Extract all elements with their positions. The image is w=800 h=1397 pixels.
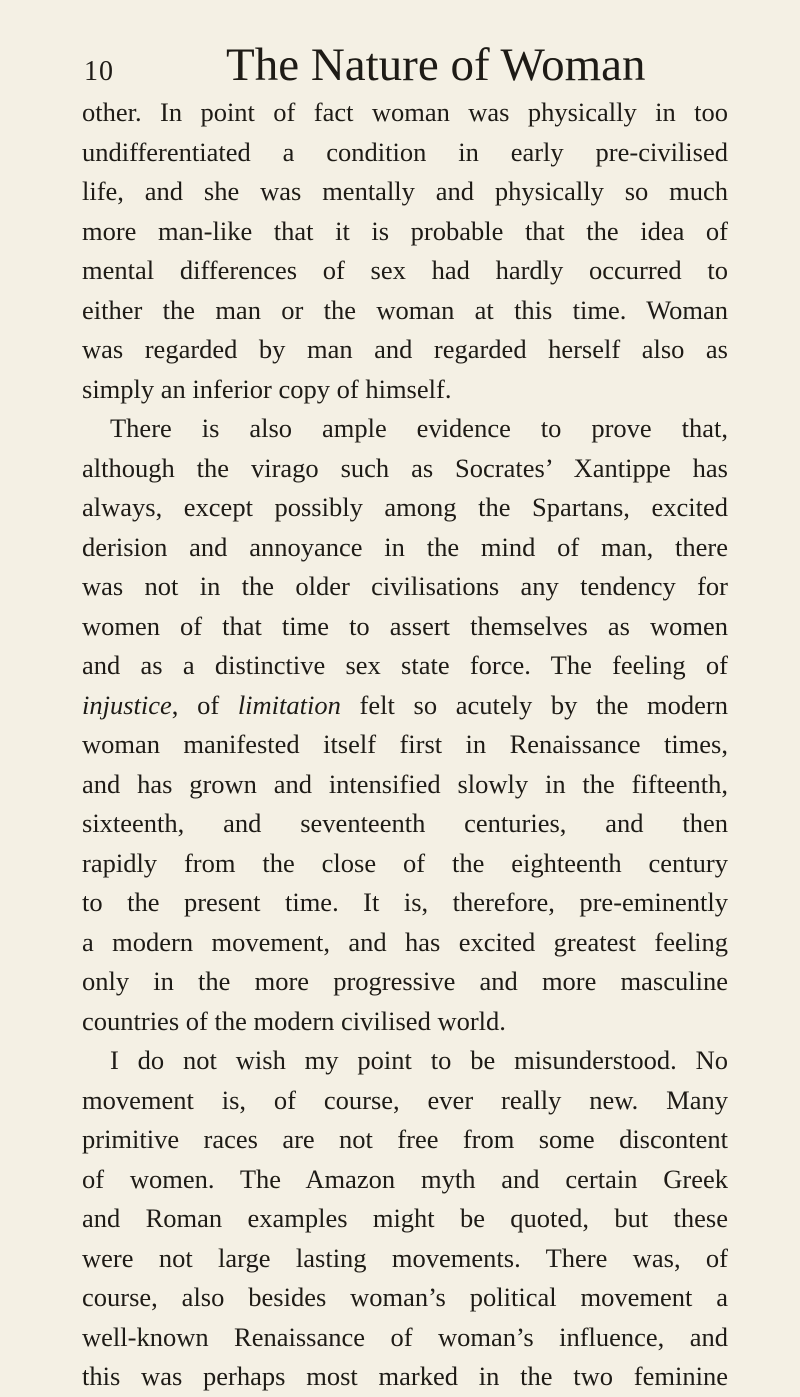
running-head xyxy=(84,38,724,98)
text-line: and has grown and intensified slowly in the fifteenth, xyxy=(82,768,728,799)
text-line: There is also ample evidence to prove that, xyxy=(110,413,728,443)
text-line: I do not wish my point to be misunderstood. No xyxy=(110,1045,728,1075)
text-line: derision and annoyance in the mind of man, there xyxy=(82,531,728,562)
text-line: well-known Renaissance of woman’s influence, and xyxy=(82,1321,728,1352)
italic-term-injustice: injustice xyxy=(82,689,172,720)
text-line-italic xyxy=(82,686,728,726)
text-line: course, also besides woman’s political movement a xyxy=(82,1282,728,1312)
page-number: 10 xyxy=(84,56,114,87)
paragraph-2 xyxy=(82,409,728,1041)
text-line: a modern movement, and has excited greatest feeling xyxy=(82,926,728,957)
text-line: although the virago such as Socrates’ Xantippe has xyxy=(82,452,728,483)
text-line: sixteenth, and seventeenth centuries, and then xyxy=(82,808,728,838)
text-line: to the present time. It is, therefore, pre-eminently xyxy=(82,887,728,917)
text-line: either the man or the woman at this time. Woman xyxy=(82,294,728,325)
text-line: countries of the modern civilised world. xyxy=(82,1005,506,1036)
text-fragment: , of xyxy=(171,689,238,720)
text-line: and Roman examples might be quoted, but these xyxy=(82,1203,728,1233)
text-line: was regarded by man and regarded herself also as xyxy=(82,334,728,364)
text-line: rapidly from the close of the eighteenth century xyxy=(82,847,728,878)
text-line: woman manifested itself first in Renaissance times, xyxy=(82,729,728,759)
text-line: undifferentiated a condition in early pre-civilised xyxy=(82,136,728,167)
text-line: always, except possibly among the Spartans, excited xyxy=(82,492,728,522)
text-line: only in the more progressive and more masculine xyxy=(82,966,728,996)
text-line: more man-like that it is probable that the idea of xyxy=(82,215,728,246)
book-title: The Nature of Woman xyxy=(226,39,646,91)
text-line: primitive races are not free from some discontent xyxy=(82,1124,728,1154)
text-line: life, and she was mentally and physically so much xyxy=(82,176,728,206)
text-line: other. In point of fact woman was physically in too xyxy=(82,97,728,127)
paragraph-1 xyxy=(82,93,728,409)
text-line: and as a distinctive sex state force. The feeling of xyxy=(82,650,728,680)
body-text xyxy=(82,93,728,1397)
italic-term-limitation: limitation xyxy=(237,689,341,720)
text-line: movement is, of course, ever really new. Many xyxy=(82,1084,728,1115)
text-line: women of that time to assert themselves as women xyxy=(82,610,728,641)
text-fragment: felt so acutely by the modern xyxy=(340,689,729,720)
text-line: mental differences of sex had hardly occurred to xyxy=(82,255,728,285)
text-line: simply an inferior copy of himself. xyxy=(82,373,452,404)
paragraph-3 xyxy=(82,1041,728,1397)
text-line: of women. The Amazon myth and certain Greek xyxy=(82,1163,728,1194)
text-line: were not large lasting movements. There was, of xyxy=(82,1242,728,1273)
text-line: this was perhaps most marked in the two feminine xyxy=(82,1361,728,1391)
text-line: was not in the older civilisations any tendency for xyxy=(82,571,728,601)
